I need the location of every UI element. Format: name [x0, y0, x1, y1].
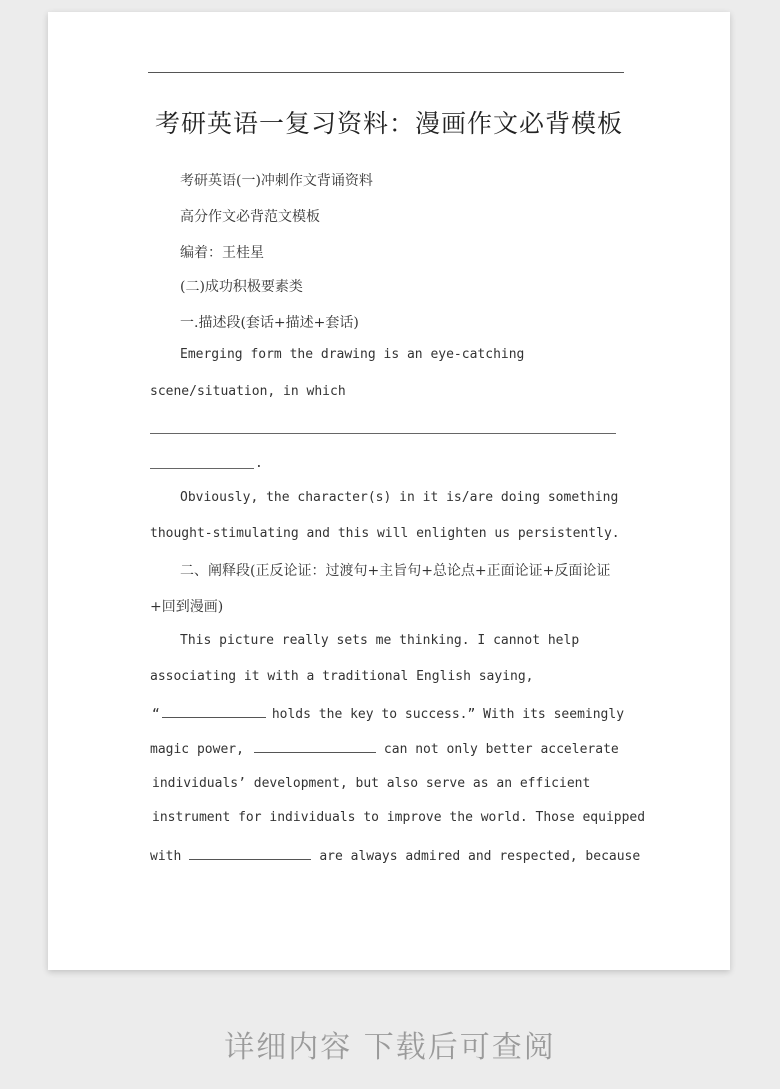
text-line: 高分作文必背范文模板 — [180, 209, 320, 225]
fill-blank-line — [150, 468, 254, 469]
text-line: Obviously, the character(s) in it is/are doing something — [180, 490, 619, 505]
text-line: associating it with a traditional English saying, — [150, 669, 534, 684]
fill-blank — [189, 847, 311, 860]
fill-blank — [254, 740, 376, 753]
document-page — [48, 12, 730, 970]
text-fragment: are always admired and respected, because — [319, 849, 641, 864]
text-line: . — [255, 456, 263, 471]
text-line-with-blank — [152, 705, 624, 722]
text-line: Emerging form the drawing is an eye-catching — [180, 347, 525, 362]
text-line: +回到漫画) — [150, 599, 224, 615]
text-fragment: with — [150, 849, 182, 864]
fill-blank-line — [150, 433, 616, 434]
footer-download-hint: 详细内容 下载后可查阅 — [224, 1030, 556, 1065]
text-line-with-blank — [150, 740, 619, 757]
text-fragment: magic power, — [150, 742, 244, 757]
open-quote: “ — [152, 707, 160, 722]
text-line: 一.描述段(套话+描述+套话) — [180, 315, 359, 331]
text-line: scene/situation, in which — [150, 384, 346, 399]
text-line: 编着：王桂星 — [180, 245, 264, 261]
text-fragment: can not only better accelerate — [383, 742, 619, 757]
fill-blank — [162, 705, 266, 718]
text-line: 二、阐释段(正反论证：过渡句+主旨句+总论点+正面论证+反面论证 — [180, 563, 611, 579]
text-line: 考研英语(一)冲刺作文背诵资料 — [180, 173, 373, 189]
text-line: instrument for individuals to improve the world. Those equipped — [152, 810, 646, 825]
text-line-with-blank — [150, 847, 640, 864]
text-fragment: holds the key to success.” With its seemingly — [271, 707, 625, 722]
text-line: (二)成功积极要素类 — [180, 279, 303, 295]
document-title: 考研英语一复习资料：漫画作文必背模板 — [154, 109, 623, 138]
text-line: individuals’ development, but also serve as an efficient — [152, 776, 591, 791]
text-line: This picture really sets me thinking. I cannot help — [180, 633, 580, 648]
header-rule — [148, 72, 624, 73]
text-line: thought-stimulating and this will enlighten us persistently. — [150, 526, 620, 541]
